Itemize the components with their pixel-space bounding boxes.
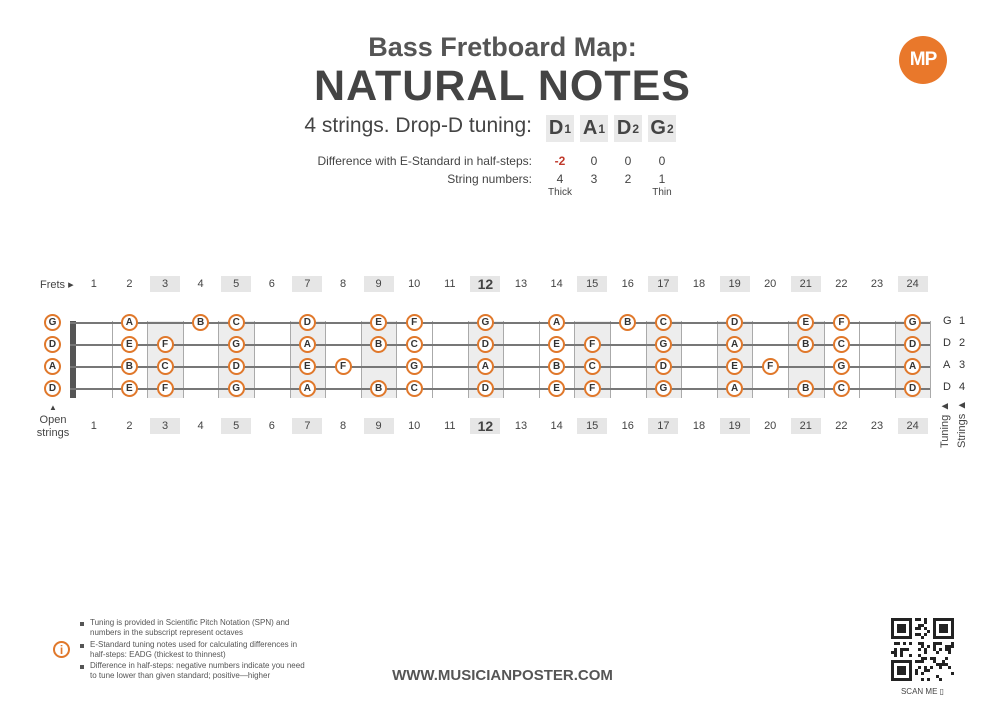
open-string-note: D [44, 336, 61, 353]
fret-wire [646, 321, 647, 398]
fret-number: 1 [90, 278, 97, 290]
string-number-label: 4 [959, 381, 966, 393]
note-marker: A [726, 380, 743, 397]
fret-number: 23 [870, 420, 884, 432]
title-line-2: NATURAL NOTES [314, 62, 691, 110]
fret-number: 14 [550, 420, 563, 432]
fret-number: 22 [835, 278, 848, 290]
fret-number: 6 [268, 420, 275, 432]
fret-number: 5 [221, 276, 251, 292]
note-marker: E [299, 358, 316, 375]
fret-wire [788, 321, 789, 398]
tuning-note-1: G 2 [648, 115, 676, 142]
fret-wire [610, 321, 611, 398]
string-line [70, 366, 930, 368]
fret-number: 11 [444, 420, 456, 432]
fret-number: 19 [720, 276, 750, 292]
note-marker: D [477, 336, 494, 353]
website-url[interactable]: WWW.MUSICIANPOSTER.COM [392, 667, 613, 684]
note-marker: B [797, 336, 814, 353]
string-number-value: 3 [590, 172, 598, 186]
fret-wire [468, 321, 469, 398]
note-marker: G [228, 380, 245, 397]
footnote: Difference in half-steps: negative numbers indicate you need to tune lower than given standard; positive—higher [90, 661, 305, 680]
note-marker: B [121, 358, 138, 375]
fret-number: 9 [364, 418, 394, 434]
fret-wire [290, 321, 291, 398]
difference-value: 0 [590, 154, 598, 168]
note-marker: G [904, 314, 921, 331]
fret-wire [717, 321, 718, 398]
note-marker: G [228, 336, 245, 353]
fret-wire [396, 321, 397, 398]
fret-number: 3 [150, 276, 180, 292]
note-marker: B [370, 380, 387, 397]
fret-number: 24 [898, 418, 928, 434]
tuning-note-4: D 1 [546, 115, 574, 142]
note-marker: G [655, 380, 672, 397]
open-string-note: G [44, 314, 61, 331]
open-string-note: A [44, 358, 61, 375]
fret-wire [361, 321, 362, 398]
fret-number: 12 [470, 418, 500, 434]
note-marker: C [833, 380, 850, 397]
note-marker: B [797, 380, 814, 397]
difference-value: -2 [554, 154, 566, 168]
fret-number: 13 [514, 420, 528, 432]
string-number-value: 2 [624, 172, 632, 186]
note-marker: B [370, 336, 387, 353]
fret-number: 10 [408, 420, 421, 432]
note-marker: A [299, 380, 316, 397]
fret-wire [112, 321, 113, 398]
note-marker: B [192, 314, 209, 331]
thick-label: Thick [548, 187, 572, 198]
note-marker: E [726, 358, 743, 375]
fret-number: 2 [126, 420, 133, 432]
fret-wire [254, 321, 255, 398]
fret-number: 24 [898, 276, 928, 292]
fret-wire [574, 321, 575, 398]
strings-column-label: Strings ▲ [956, 399, 968, 448]
footnote: E-Standard tuning notes used for calculating differences in half-steps: EADG (thickest to thinnest) [90, 640, 298, 659]
string-tuning-label: D [943, 337, 951, 349]
note-marker: D [726, 314, 743, 331]
open-string-note: D [44, 380, 61, 397]
string-number-label: 3 [959, 359, 966, 371]
note-marker: G [406, 358, 423, 375]
note-marker: C [833, 336, 850, 353]
fret-wire [147, 321, 148, 398]
note-marker: B [619, 314, 636, 331]
tuning-note-2: D 2 [614, 115, 642, 142]
fret-wire [681, 321, 682, 398]
string-tuning-label: A [943, 359, 951, 371]
fret-number: 2 [126, 278, 133, 290]
note-marker: D [904, 336, 921, 353]
scan-me-label: SCAN ME ▯ [900, 687, 945, 696]
fret-number: 13 [514, 278, 528, 290]
string-tuning-label: G [943, 315, 952, 327]
nut [70, 321, 76, 398]
note-marker: E [548, 380, 565, 397]
fret-number: 3 [150, 418, 180, 434]
note-marker: A [477, 358, 494, 375]
string-numbers-label: String numbers: [447, 172, 532, 186]
string-number-label: 1 [959, 315, 966, 327]
fret-wire [539, 321, 540, 398]
fret-number: 16 [621, 420, 634, 432]
fret-number: 20 [764, 278, 777, 290]
fret-number: 17 [648, 276, 678, 292]
fret-number: 15 [577, 276, 607, 292]
qr-code-icon[interactable] [891, 618, 954, 681]
string-tuning-label: D [943, 381, 951, 393]
note-marker: E [548, 336, 565, 353]
fret-number: 21 [791, 276, 821, 292]
note-marker: F [157, 380, 174, 397]
note-marker: D [655, 358, 672, 375]
fret-number: 8 [339, 420, 347, 432]
fret-number: 17 [648, 418, 678, 434]
note-marker: F [335, 358, 352, 375]
fret-number: 4 [197, 278, 204, 290]
note-marker: C [406, 380, 423, 397]
note-marker: C [406, 336, 423, 353]
note-marker: C [228, 314, 245, 331]
fret-wire [325, 321, 326, 398]
note-marker: F [584, 380, 601, 397]
tuning-label: 4 strings. Drop-D tuning: [304, 114, 532, 137]
difference-value: 0 [658, 154, 666, 168]
note-marker: C [584, 358, 601, 375]
fret-number: 18 [692, 278, 706, 290]
difference-value: 0 [624, 154, 632, 168]
fret-number: 6 [268, 278, 275, 290]
note-marker: E [370, 314, 387, 331]
string-number-label: 2 [959, 337, 966, 349]
note-marker: B [548, 358, 565, 375]
thin-label: Thin [652, 187, 672, 198]
fret-number: 20 [764, 420, 777, 432]
fret-number: 8 [339, 278, 347, 290]
fret-number: 4 [197, 420, 204, 432]
fret-number: 18 [692, 420, 706, 432]
open-strings-label: Open strings [36, 414, 70, 439]
fret-wire [930, 321, 931, 398]
fret-wire [503, 321, 504, 398]
note-marker: F [762, 358, 779, 375]
note-marker: E [121, 380, 138, 397]
fret-wire [824, 321, 825, 398]
brand-logo: MP [899, 36, 947, 84]
bullet-icon [80, 644, 84, 648]
difference-label: Difference with E-Standard in half-steps: [317, 154, 532, 168]
footnote: Tuning is provided in Scientific Pitch Notation (SPN) and numbers in the subscript represent octaves [90, 618, 290, 637]
fret-number: 11 [444, 278, 456, 290]
note-marker: A [904, 358, 921, 375]
note-marker: A [299, 336, 316, 353]
fret-wire [859, 321, 860, 398]
fret-wire [895, 321, 896, 398]
fret-number: 12 [470, 276, 500, 292]
fret-number: 22 [835, 420, 848, 432]
fret-number: 19 [720, 418, 750, 434]
fret-number: 1 [90, 420, 97, 432]
note-marker: A [121, 314, 138, 331]
note-marker: D [904, 380, 921, 397]
fret-number: 5 [221, 418, 251, 434]
note-marker: G [655, 336, 672, 353]
note-marker: C [655, 314, 672, 331]
fret-number: 15 [577, 418, 607, 434]
fret-wire [432, 321, 433, 398]
note-marker: G [833, 358, 850, 375]
note-marker: A [726, 336, 743, 353]
tuning-column-label: Tuning ▲ [939, 400, 951, 448]
fret-number: 23 [870, 278, 884, 290]
note-marker: E [121, 336, 138, 353]
fret-number: 10 [408, 278, 421, 290]
note-marker: A [548, 314, 565, 331]
note-marker: E [797, 314, 814, 331]
fret-wire [752, 321, 753, 398]
tuning-note-3: A 1 [580, 115, 608, 142]
fret-number: 7 [292, 276, 322, 292]
note-marker: G [477, 314, 494, 331]
note-marker: C [157, 358, 174, 375]
fret-number: 21 [791, 418, 821, 434]
string-number-value: 4 [556, 172, 564, 186]
fret-wire [218, 321, 219, 398]
note-marker: D [228, 358, 245, 375]
up-arrow-icon: ▲ [49, 403, 57, 412]
info-icon: i [53, 641, 70, 658]
string-number-value: 1 [658, 172, 666, 186]
fret-number: 7 [292, 418, 322, 434]
fret-number: 16 [621, 278, 634, 290]
note-marker: F [584, 336, 601, 353]
note-marker: D [299, 314, 316, 331]
note-marker: F [406, 314, 423, 331]
title-line-1: Bass Fretboard Map: [368, 32, 637, 62]
frets-label: Frets ▸ [40, 279, 74, 291]
note-marker: F [833, 314, 850, 331]
note-marker: D [477, 380, 494, 397]
fret-wire [183, 321, 184, 398]
bullet-icon [80, 622, 84, 626]
note-marker: F [157, 336, 174, 353]
fret-number: 14 [550, 278, 563, 290]
fret-number: 9 [364, 276, 394, 292]
